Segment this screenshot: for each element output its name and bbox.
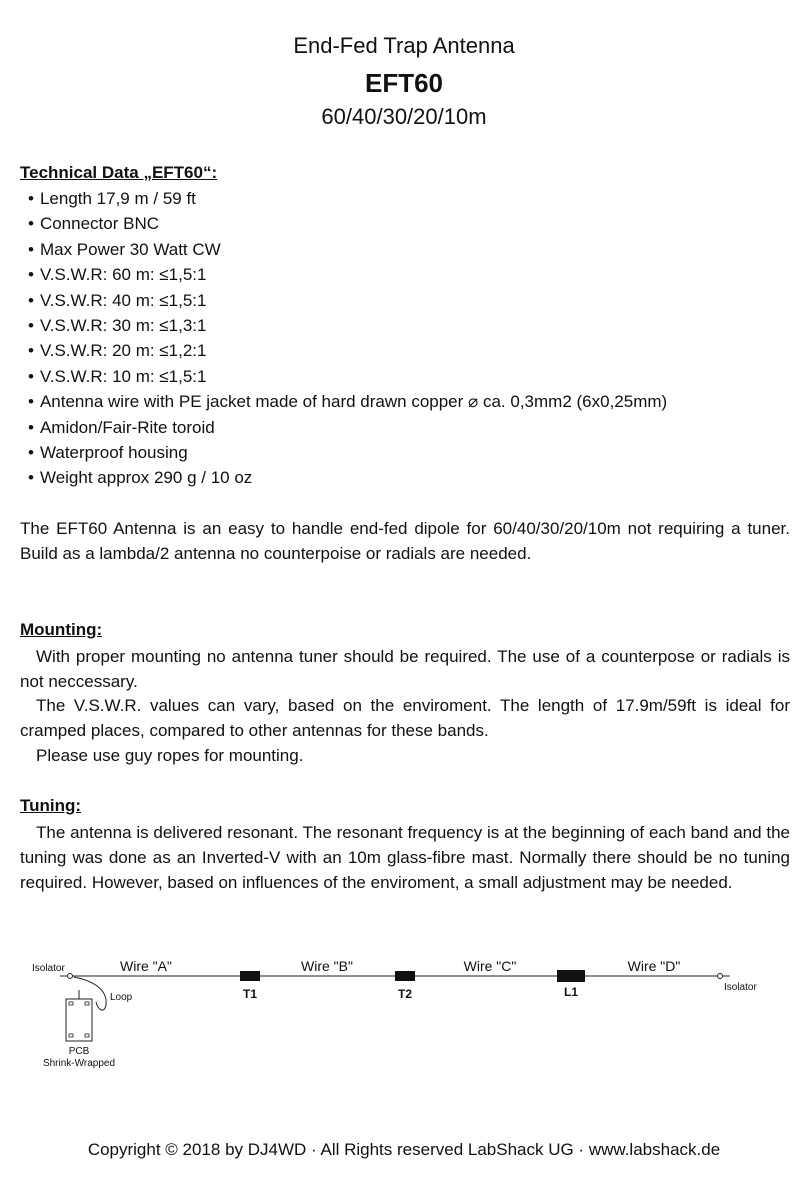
- spec-item: • Antenna wire with PE jacket made of hard drawn copper ⌀ ca. 0,3mm2 (6x0,25mm): [20, 389, 667, 414]
- isolator-left-icon: [60, 974, 73, 979]
- technical-data-list: [20, 186, 667, 491]
- tuning-heading: Tuning:: [20, 796, 82, 815]
- mounting-paragraph-3: Please use guy ropes for mounting.: [36, 746, 304, 765]
- technical-data-heading: Technical Data „EFT60“:: [20, 163, 218, 182]
- isolator-right-icon: [718, 974, 731, 979]
- intro-paragraph: The EFT60 Antenna is an easy to handle end-fed dipole for 60/40/30/20/10m not requiring a tuner. Build as a lambda/2 antenna no counterpoise or radials are needed.: [20, 519, 790, 563]
- document-title: End-Fed Trap Antenna: [293, 33, 515, 58]
- model-name: EFT60: [364, 68, 444, 98]
- antenna-diagram: [0, 950, 808, 1080]
- spec-item: • Weight approx 290 g / 10 oz: [20, 465, 667, 490]
- spec-item: • V.S.W.R: 20 m: ≤1,2:1: [20, 338, 667, 363]
- wire-d-label: Wire "D": [627, 958, 681, 974]
- footer-copyright: Copyright © 2018 by DJ4WD · All Rights reserved LabShack UG · www.labshack.de: [87, 1140, 721, 1159]
- spec-item: • V.S.W.R: 40 m: ≤1,5:1: [20, 288, 667, 313]
- isolator-right-label: Isolator: [724, 982, 757, 993]
- spec-item: • Amidon/Fair-Rite toroid: [20, 415, 667, 440]
- wire-a-label: Wire "A": [120, 958, 172, 974]
- spec-item: • V.S.W.R: 30 m: ≤1,3:1: [20, 313, 667, 338]
- coil-l1-icon: [557, 970, 585, 982]
- isolator-left-label: Isolator: [32, 963, 65, 974]
- trap-t1-label: T1: [242, 987, 258, 1001]
- spec-item: • Length 17,9 m / 59 ft: [20, 186, 667, 211]
- spec-item: • Max Power 30 Watt CW: [20, 237, 667, 262]
- wire-c-label: Wire "C": [463, 958, 517, 974]
- spec-item: • Waterproof housing: [20, 440, 667, 465]
- pcb-note-label: Shrink-Wrapped: [42, 1058, 116, 1069]
- loop-label: Loop: [110, 992, 133, 1003]
- tuning-paragraph: The antenna is delivered resonant. The resonant frequency is at the beginning of each band and the tuning was done as an Inverted-V with an 10m glass-fibre mast. Normally there should be no tuning required. However, based on influences of the enviroment, a small adjustment may be needed.: [20, 823, 790, 892]
- mounting-heading: Mounting:: [20, 620, 103, 639]
- band-list: 60/40/30/20/10m: [321, 104, 487, 129]
- trap-t1-icon: [240, 971, 260, 981]
- spec-item: • V.S.W.R: 60 m: ≤1,5:1: [20, 262, 667, 287]
- mounting-paragraph-1: With proper mounting no antenna tuner should be required. The use of a counterpose or radials is not neccessary.: [20, 647, 790, 691]
- trap-t2-label: T2: [397, 987, 413, 1001]
- coil-l1-label: L1: [563, 985, 579, 999]
- spec-item: • V.S.W.R: 10 m: ≤1,5:1: [20, 364, 667, 389]
- wire-b-label: Wire "B": [301, 958, 353, 974]
- trap-t2-icon: [395, 971, 415, 981]
- pcb-label: PCB: [68, 1046, 90, 1057]
- spec-item: • Connector BNC: [20, 211, 667, 236]
- mounting-paragraph-2: The V.S.W.R. values can vary, based on the enviroment. The length of 17.9m/59ft is ideal for cramped places, compared to other antennas for these bands.: [20, 696, 790, 740]
- pcb-box: [66, 990, 92, 1041]
